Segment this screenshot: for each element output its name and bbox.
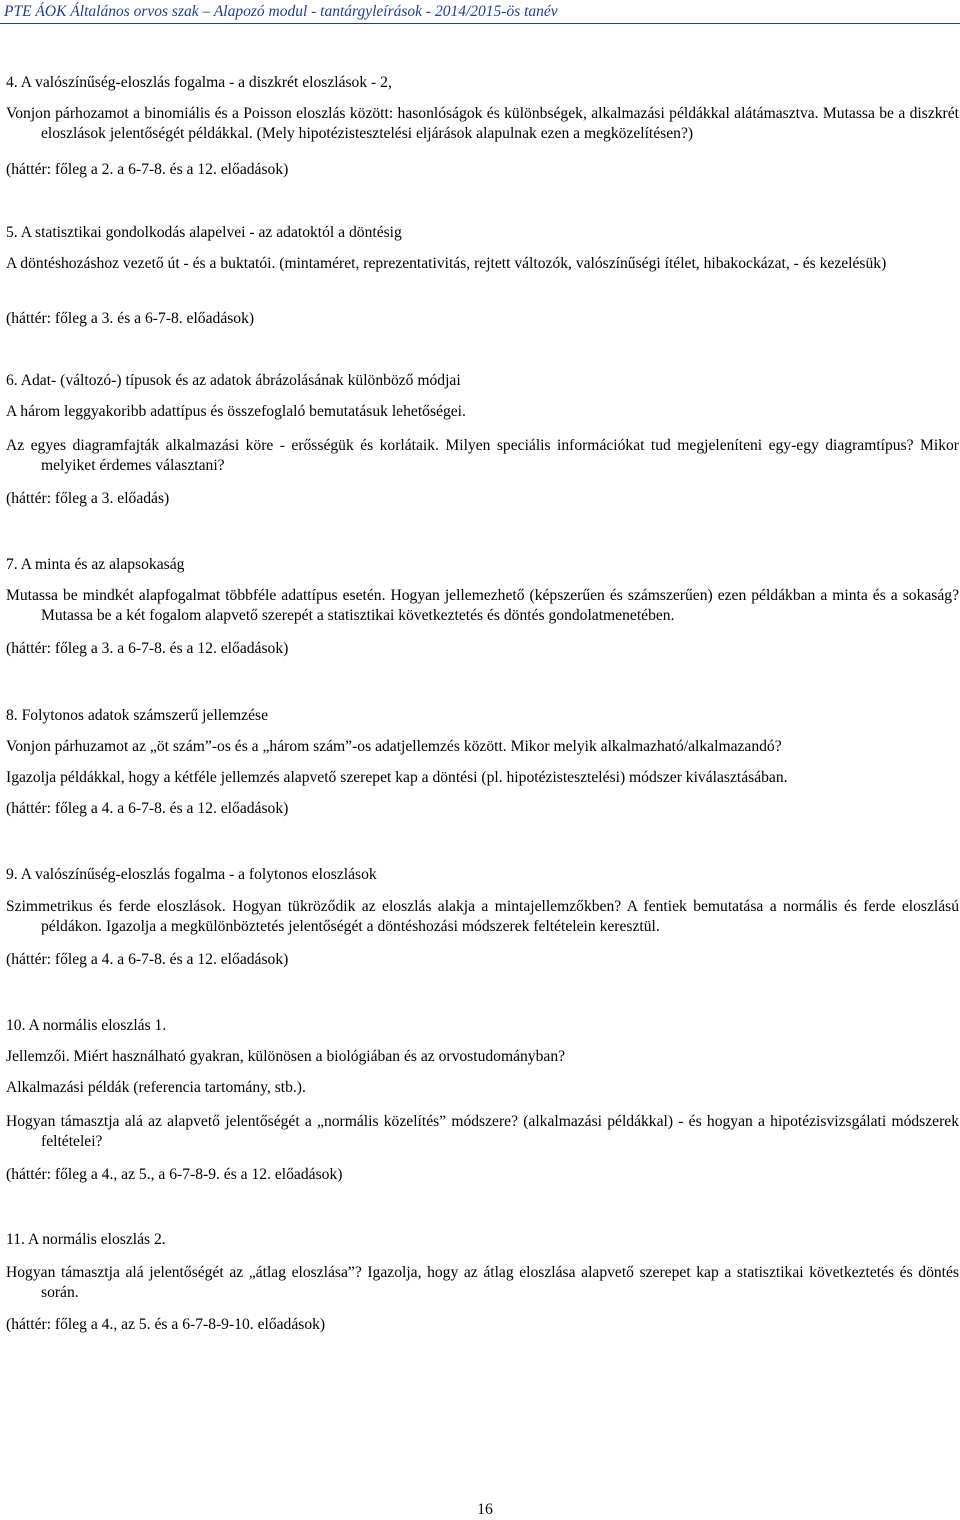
section-7-title: 7. A minta és az alapsokaság (6, 556, 185, 573)
section-10-title: 10. A normális eloszlás 1. (6, 1017, 167, 1034)
section-8-background: (háttér: főleg a 4. a 6-7-8. és a 12. előadások) (6, 800, 289, 817)
section-10-body (6, 1112, 959, 1152)
section-7-paragraph: Mutassa be mindkét alapfogalmat többféle adattípus esetén. Hogyan jellemezhető (képszerűen és számszerűen) ezen példákban a minta és a sokaság? Mutassa be a két fogalom alapvető szerepét a statisztikai következtetés és döntés gondolatmenetében. (6, 587, 959, 624)
section-7-background: (háttér: főleg a 3. a 6-7-8. és a 12. előadások) (6, 640, 289, 657)
section-4-paragraph: Vonjon párhozamot a binomiális és a Poisson eloszlás között: hasonlóságok és különbségek, alkalmazási példákkal alátámasztva. Mutassa be a diszkrét eloszlások jelentőségét példákkal. (Mely hipotézistesztelési eljárások alapulnak ezen a megközelítésen?) (6, 105, 959, 142)
section-9-paragraph: Szimmetrikus és ferde eloszlások. Hogyan tükröződik az eloszlás alakja a mintajellemzőkben? A fentiek bemutatása a normális és ferde eloszlású példákon. Igazolja a megkülönböztetés jelentőségét a döntéshozási módszerek feltételein keresztül. (6, 898, 959, 935)
section-5-body (6, 254, 959, 274)
section-8-title: 8. Folytonos adatok számszerű jellemzése (6, 707, 268, 724)
running-header: PTE ÁOK Általános orvos szak – Alapozó modul - tantárgyleírások - 2014/2015-ös tanév (4, 3, 558, 20)
section-5-paragraph-1-wrap (6, 254, 959, 274)
section-6-paragraph-2: Az egyes diagramfajták alkalmazási köre - erősségük és korlátaik. Milyen speciális információkat tud megjeleníteni egy-egy diagramtípus? Mikor melyiket érdemes választani? (6, 437, 959, 474)
section-9-title: 9. A valószínűség-eloszlás fogalma - a folytonos eloszlások (6, 866, 377, 883)
section-4-background: (háttér: főleg a 2. a 6-7-8. és a 12. előadások) (6, 161, 289, 178)
section-4-title: 4. A valószínűség-eloszlás fogalma - a diszkrét eloszlások - 2, (6, 74, 392, 91)
section-6-background: (háttér: főleg a 3. előadás) (6, 490, 170, 507)
section-6-title: 6. Adat- (változó-) típusok és az adatok ábrázolásának különböző módjai (6, 372, 461, 389)
section-5-title: 5. A statisztikai gondolkodás alapelvei - az adatoktól a döntésig (6, 224, 402, 241)
page-number: 16 (477, 1501, 493, 1518)
section-7-body (6, 586, 959, 626)
section-5-background: (háttér: főleg a 3. és a 6-7-8. előadások) (6, 310, 255, 327)
section-8-paragraph-2: Igazolja példákkal, hogy a kétféle jellemzés alapvető szerepet kap a döntési (pl. hipotézistesztelési) módszer kiválasztásában. (6, 769, 788, 786)
section-11-paragraph: Hogyan támasztja alá jelentőségét az „átlag eloszlása”? Igazolja, hogy az átlag eloszlása alapvető szerepet kap a statisztikai következtetés és döntés során. (6, 1264, 959, 1301)
section-11-body (6, 1263, 959, 1303)
section-11-title: 11. A normális eloszlás 2. (6, 1231, 166, 1248)
section-4-body (6, 104, 959, 144)
section-10-paragraph-3: Hogyan támasztja alá az alapvető jelentőségét a „normális közelítés” módszere? (alkalmazási példákkal) - és hogyan a hipotézisvizsgálati módszerek feltételei? (6, 1113, 959, 1150)
section-9-body (6, 897, 959, 937)
section-5-paragraph: A döntéshozáshoz vezető út - és a buktatói. (mintaméret, reprezentativitás, rejtett változók, valószínűségi ítélet, hibakockázat, - és kezelésük) (6, 255, 887, 272)
section-9-background: (háttér: főleg a 4. a 6-7-8. és a 12. előadások) (6, 951, 289, 968)
section-6-body (6, 436, 959, 476)
section-10-paragraph-2: Alkalmazási példák (referencia tartomány, stb.). (6, 1079, 306, 1096)
section-6-paragraph-1: A három leggyakoribb adattípus és összefoglaló bemutatásuk lehetőségei. (6, 403, 466, 420)
section-11-background: (háttér: főleg a 4., az 5. és a 6-7-8-9-10. előadások) (6, 1316, 326, 1333)
section-10-background: (háttér: főleg a 4., az 5., a 6-7-8-9. és a 12. előadások) (6, 1166, 343, 1183)
section-10-paragraph-1: Jellemzői. Miért használható gyakran, különösen a biológiában és az orvostudományban? (6, 1048, 566, 1065)
section-8-paragraph-1: Vonjon párhuzamot az „öt szám”-os és a „három szám”-os adatjellemzés között. Mikor melyik alkalmazható/alkalmazandó? (6, 738, 782, 755)
header-divider (0, 23, 960, 24)
